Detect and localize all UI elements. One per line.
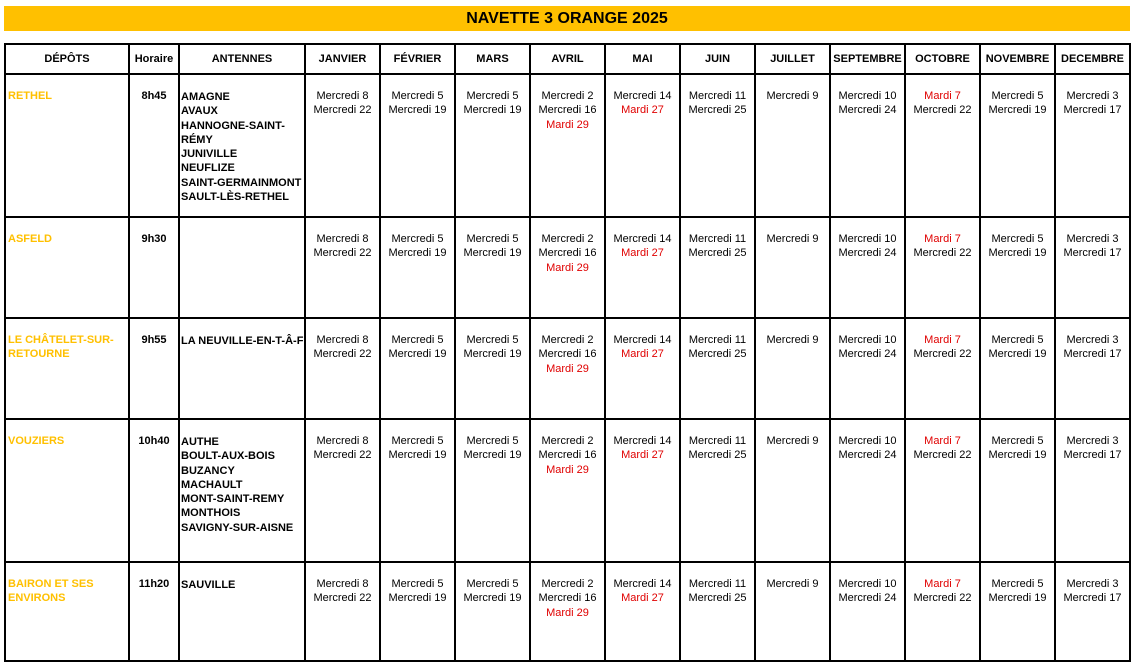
- date-entry: Mercredi 19: [388, 247, 447, 260]
- horaire-cell: 9h55: [129, 318, 179, 419]
- header-septembre: SEPTEMBRE: [830, 44, 905, 74]
- header-row: [5, 44, 1130, 74]
- antennes-cell: [179, 562, 305, 661]
- date-entry: Mercredi 19: [463, 104, 522, 117]
- antenne-item: BOULT-AUX-BOIS: [181, 450, 275, 463]
- antenne-item: MONT-SAINT-REMY: [181, 493, 285, 506]
- date-entry: Mercredi 17: [1063, 104, 1122, 117]
- header-avril: AVRIL: [530, 44, 605, 74]
- antenne-item: BUZANCY: [181, 464, 235, 477]
- date-entry: Mercredi 8: [316, 233, 369, 245]
- antenne-item: SAUVILLE: [181, 579, 236, 591]
- month-cell-novembre: [980, 562, 1055, 661]
- page-title: NAVETTE 3 ORANGE 2025: [4, 6, 1130, 31]
- month-cell-fevrier: [380, 419, 455, 562]
- date-entry: Mardi 27: [621, 348, 664, 361]
- month-cell-mai: [605, 562, 680, 661]
- date-entry: Mercredi 5: [391, 334, 444, 346]
- month-cell-fevrier: [380, 217, 455, 318]
- date-entry: Mercredi 5: [991, 435, 1044, 447]
- antenne-item: LA NEUVILLE-EN-T-Â-F: [181, 335, 304, 347]
- date-entry: Mercredi 9: [766, 233, 819, 245]
- header-decembre: DECEMBRE: [1055, 44, 1130, 74]
- header-juin: JUIN: [680, 44, 755, 74]
- date-entry: Mercredi 5: [991, 90, 1044, 102]
- date-entry: Mercredi 22: [313, 592, 372, 605]
- header-octobre: OCTOBRE: [905, 44, 980, 74]
- month-cell-octobre: [905, 419, 980, 562]
- month-cell-fevrier: [380, 74, 455, 217]
- month-cell-juillet: [755, 318, 830, 419]
- month-cell-juin: [680, 318, 755, 419]
- month-cell-novembre: [980, 217, 1055, 318]
- antennes-cell: [179, 419, 305, 562]
- date-entry: Mardi 7: [924, 578, 961, 590]
- header-antennes: ANTENNES: [179, 44, 305, 74]
- date-entry: Mercredi 16: [538, 104, 597, 117]
- date-entry: Mercredi 9: [766, 578, 819, 590]
- horaire-cell: 9h30: [129, 217, 179, 318]
- date-entry: Mercredi 22: [913, 104, 972, 117]
- date-entry: Mercredi 10: [838, 435, 897, 447]
- month-cell-avril: [530, 318, 605, 419]
- month-cell-decembre: [1055, 318, 1130, 419]
- antennes-cell: [179, 74, 305, 217]
- date-entry: Mercredi 3: [1066, 233, 1119, 245]
- date-entry: Mercredi 11: [688, 90, 747, 102]
- date-entry: Mercredi 16: [538, 247, 597, 260]
- month-cell-novembre: [980, 419, 1055, 562]
- date-entry: Mardi 27: [621, 449, 664, 462]
- date-entry: Mercredi 22: [313, 247, 372, 260]
- month-cell-mai: [605, 419, 680, 562]
- date-entry: Mercredi 5: [466, 90, 519, 102]
- month-cell-septembre: [830, 74, 905, 217]
- date-entry: Mercredi 8: [316, 435, 369, 447]
- date-entry: Mardi 27: [621, 247, 664, 260]
- date-entry: Mercredi 10: [838, 233, 897, 245]
- month-cell-octobre: [905, 562, 980, 661]
- date-entry: Mercredi 11: [688, 233, 747, 245]
- date-entry: Mercredi 8: [316, 334, 369, 346]
- month-cell-mai: [605, 318, 680, 419]
- date-entry: Mercredi 19: [388, 348, 447, 361]
- month-cell-avril: [530, 562, 605, 661]
- month-cell-septembre: [830, 562, 905, 661]
- month-cell-mai: [605, 217, 680, 318]
- date-entry: Mercredi 19: [463, 449, 522, 462]
- date-entry: Mercredi 22: [913, 592, 972, 605]
- date-entry: Mercredi 3: [1066, 334, 1119, 346]
- date-entry: Mercredi 5: [391, 233, 444, 245]
- date-entry: Mercredi 2: [541, 90, 594, 102]
- date-entry: Mardi 7: [924, 334, 961, 346]
- month-cell-juillet: [755, 562, 830, 661]
- date-entry: Mercredi 24: [838, 449, 897, 462]
- depot-cell: RETHEL: [5, 74, 129, 217]
- month-cell-juillet: [755, 217, 830, 318]
- header-horaire: Horaire: [129, 44, 179, 74]
- table-row: [5, 74, 1130, 217]
- month-cell-septembre: [830, 217, 905, 318]
- date-entry: Mercredi 25: [688, 348, 747, 361]
- date-entry: Mardi 27: [621, 592, 664, 605]
- date-entry: Mercredi 16: [538, 592, 597, 605]
- antenne-item: SAINT-GERMAINMONT: [181, 176, 302, 189]
- table-row: [5, 318, 1130, 419]
- date-entry: Mercredi 19: [463, 592, 522, 605]
- date-entry: Mercredi 2: [541, 435, 594, 447]
- date-entry: Mercredi 19: [388, 449, 447, 462]
- date-entry: Mercredi 5: [991, 578, 1044, 590]
- month-cell-mars: [455, 419, 530, 562]
- date-entry: Mercredi 17: [1063, 247, 1122, 260]
- date-entry: Mercredi 14: [613, 90, 672, 102]
- date-entry: Mercredi 5: [466, 435, 519, 447]
- month-cell-fevrier: [380, 562, 455, 661]
- month-cell-janvier: [305, 217, 380, 318]
- month-cell-juin: [680, 562, 755, 661]
- header-novembre: NOVEMBRE: [980, 44, 1055, 74]
- date-entry: Mercredi 19: [988, 104, 1047, 117]
- schedule-table: [4, 43, 1131, 662]
- date-entry: Mercredi 22: [913, 348, 972, 361]
- date-entry: Mercredi 5: [991, 334, 1044, 346]
- date-entry: Mercredi 5: [466, 233, 519, 245]
- antenne-item: MACHAULT: [181, 478, 243, 491]
- table-row: [5, 217, 1130, 318]
- month-cell-mai: [605, 74, 680, 217]
- antenne-item: JUNIVILLE: [181, 148, 238, 161]
- date-entry: Mercredi 9: [766, 334, 819, 346]
- month-cell-avril: [530, 217, 605, 318]
- depot-cell: VOUZIERS: [5, 419, 129, 562]
- date-entry: Mardi 7: [924, 90, 961, 102]
- date-entry: Mercredi 16: [538, 449, 597, 462]
- header-fevrier: FÉVRIER: [380, 44, 455, 74]
- date-entry: Mercredi 2: [541, 233, 594, 245]
- antenne-item: SAULT-LÈS-RETHEL: [181, 191, 289, 204]
- month-cell-juillet: [755, 419, 830, 562]
- date-entry: Mercredi 3: [1066, 90, 1119, 102]
- date-entry: Mercredi 24: [838, 348, 897, 361]
- date-entry: Mercredi 5: [391, 435, 444, 447]
- date-entry: Mardi 29: [546, 606, 589, 619]
- date-entry: Mercredi 11: [688, 334, 747, 346]
- month-cell-mars: [455, 217, 530, 318]
- date-entry: Mercredi 10: [838, 90, 897, 102]
- month-cell-fevrier: [380, 318, 455, 419]
- date-entry: Mercredi 11: [688, 435, 747, 447]
- depot-cell: ASFELD: [5, 217, 129, 318]
- date-entry: Mercredi 19: [388, 592, 447, 605]
- date-entry: Mercredi 24: [838, 104, 897, 117]
- month-cell-decembre: [1055, 74, 1130, 217]
- header-mai: MAI: [605, 44, 680, 74]
- month-cell-novembre: [980, 318, 1055, 419]
- date-entry: Mercredi 2: [541, 334, 594, 346]
- depot-cell: LE CHÂTELET-SUR-RETOURNE: [5, 318, 129, 419]
- date-entry: Mercredi 9: [766, 90, 819, 102]
- month-cell-janvier: [305, 318, 380, 419]
- date-entry: Mercredi 24: [838, 592, 897, 605]
- month-cell-juin: [680, 74, 755, 217]
- antennes-cell: [179, 217, 305, 318]
- date-entry: Mercredi 11: [688, 578, 747, 590]
- horaire-cell: 8h45: [129, 74, 179, 217]
- date-entry: Mercredi 8: [316, 578, 369, 590]
- month-cell-mars: [455, 74, 530, 217]
- date-entry: Mercredi 10: [838, 334, 897, 346]
- date-entry: Mercredi 22: [913, 247, 972, 260]
- date-entry: Mardi 7: [924, 435, 961, 447]
- month-cell-septembre: [830, 318, 905, 419]
- month-cell-mars: [455, 318, 530, 419]
- date-entry: Mardi 29: [546, 362, 589, 375]
- header-juillet: JUILLET: [755, 44, 830, 74]
- date-entry: Mercredi 22: [913, 449, 972, 462]
- table-row: [5, 562, 1130, 661]
- antenne-item: AMAGNE: [181, 91, 230, 103]
- date-entry: Mercredi 2: [541, 578, 594, 590]
- date-entry: Mercredi 19: [988, 592, 1047, 605]
- date-entry: Mercredi 17: [1063, 348, 1122, 361]
- table-row: [5, 419, 1130, 562]
- date-entry: Mardi 27: [621, 104, 664, 117]
- month-cell-juin: [680, 217, 755, 318]
- date-entry: Mercredi 16: [538, 348, 597, 361]
- date-entry: Mercredi 19: [463, 247, 522, 260]
- date-entry: Mercredi 3: [1066, 435, 1119, 447]
- month-cell-avril: [530, 74, 605, 217]
- antenne-item: HANNOGNE-SAINT-RÉMY: [181, 119, 285, 146]
- month-cell-juillet: [755, 74, 830, 217]
- month-cell-janvier: [305, 74, 380, 217]
- date-entry: Mercredi 19: [988, 449, 1047, 462]
- month-cell-octobre: [905, 74, 980, 217]
- date-entry: Mercredi 3: [1066, 578, 1119, 590]
- date-entry: Mercredi 5: [466, 334, 519, 346]
- month-cell-decembre: [1055, 562, 1130, 661]
- date-entry: Mercredi 17: [1063, 449, 1122, 462]
- month-cell-janvier: [305, 419, 380, 562]
- header-depots: DÉPÔTS: [5, 44, 129, 74]
- date-entry: Mardi 29: [546, 118, 589, 131]
- date-entry: Mercredi 19: [463, 348, 522, 361]
- antennes-cell: [179, 318, 305, 419]
- date-entry: Mercredi 14: [613, 435, 672, 447]
- antenne-item: SAVIGNY-SUR-AISNE: [181, 521, 294, 534]
- date-entry: Mercredi 19: [988, 348, 1047, 361]
- month-cell-novembre: [980, 74, 1055, 217]
- month-cell-mars: [455, 562, 530, 661]
- month-cell-janvier: [305, 562, 380, 661]
- date-entry: Mercredi 5: [391, 90, 444, 102]
- date-entry: Mercredi 5: [466, 578, 519, 590]
- month-cell-avril: [530, 419, 605, 562]
- date-entry: Mercredi 14: [613, 578, 672, 590]
- antenne-item: MONTHOIS: [181, 507, 241, 520]
- date-entry: Mercredi 14: [613, 334, 672, 346]
- horaire-cell: 11h20: [129, 562, 179, 661]
- date-entry: Mercredi 22: [313, 104, 372, 117]
- month-cell-octobre: [905, 318, 980, 419]
- month-cell-septembre: [830, 419, 905, 562]
- horaire-cell: 10h40: [129, 419, 179, 562]
- date-entry: Mardi 7: [924, 233, 961, 245]
- date-entry: Mercredi 24: [838, 247, 897, 260]
- date-entry: Mercredi 9: [766, 435, 819, 447]
- date-entry: Mercredi 22: [313, 348, 372, 361]
- date-entry: Mercredi 22: [313, 449, 372, 462]
- date-entry: Mercredi 10: [838, 578, 897, 590]
- month-cell-decembre: [1055, 217, 1130, 318]
- depot-cell: BAIRON ET SES ENVIRONS: [5, 562, 129, 661]
- date-entry: Mercredi 19: [988, 247, 1047, 260]
- date-entry: Mercredi 25: [688, 104, 747, 117]
- antenne-item: NEUFLIZE: [181, 162, 235, 175]
- date-entry: Mercredi 25: [688, 247, 747, 260]
- date-entry: Mercredi 8: [316, 90, 369, 102]
- date-entry: Mercredi 25: [688, 449, 747, 462]
- date-entry: Mercredi 14: [613, 233, 672, 245]
- date-entry: Mercredi 25: [688, 592, 747, 605]
- header-mars: MARS: [455, 44, 530, 74]
- header-janvier: JANVIER: [305, 44, 380, 74]
- date-entry: Mercredi 17: [1063, 592, 1122, 605]
- antenne-item: AUTHE: [181, 436, 219, 448]
- month-cell-octobre: [905, 217, 980, 318]
- date-entry: Mercredi 5: [391, 578, 444, 590]
- month-cell-decembre: [1055, 419, 1130, 562]
- date-entry: Mercredi 19: [388, 104, 447, 117]
- antenne-item: AVAUX: [181, 105, 218, 118]
- date-entry: Mardi 29: [546, 261, 589, 274]
- month-cell-juin: [680, 419, 755, 562]
- date-entry: Mardi 29: [546, 463, 589, 476]
- date-entry: Mercredi 5: [991, 233, 1044, 245]
